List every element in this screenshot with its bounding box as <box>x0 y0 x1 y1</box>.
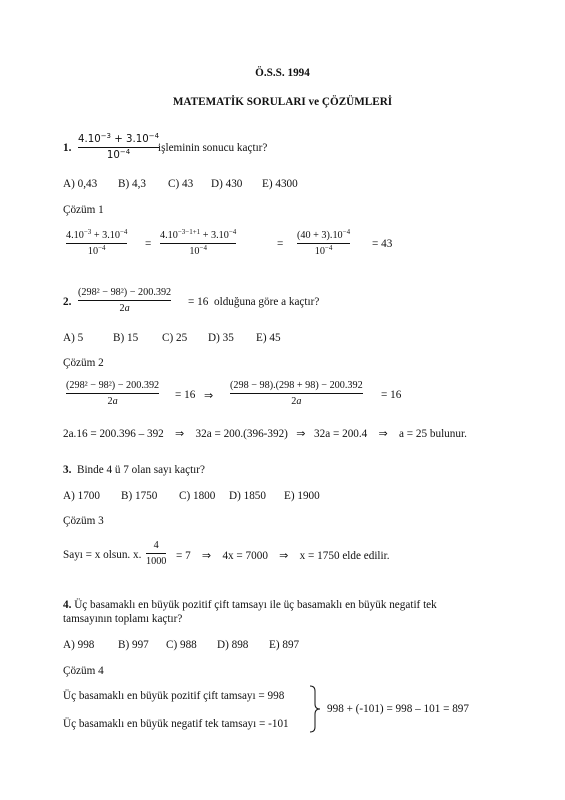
solution-3-prefix: Sayı = x olsun. x. <box>63 549 142 561</box>
fraction-numerator: $(40 + 3).10^{-4}$ <box>297 228 351 241</box>
solution-1-result: = 43 <box>372 238 393 250</box>
solution-1-fraction-2 <box>160 229 236 258</box>
document-header: Ö.S.S. 1994 <box>255 67 310 79</box>
option-b: B) 997 <box>118 639 149 651</box>
option-c: C) 988 <box>166 639 197 651</box>
fraction-numerator: (298 − 98).(298 + 98) − 200.392 <box>230 380 363 391</box>
option-a: A) 998 <box>63 639 95 651</box>
fraction-numerator: (298² − 98²) − 200.392 <box>78 287 172 298</box>
question-2-equals: = 16 <box>188 296 209 308</box>
solution-2-fraction-1 <box>66 379 159 408</box>
arrow-icon: ⇒ <box>204 390 214 402</box>
question-1-text: işleminin sonucu kaçtır? <box>158 142 268 154</box>
option-e: E) 897 <box>269 639 300 651</box>
option-a: A) 0,43 <box>63 178 98 190</box>
fraction-denominator: 1000 <box>146 556 167 567</box>
fraction-numerator: (298² − 98²) − 200.392 <box>66 380 160 391</box>
fraction-numerator: $4.10^{-3} + 3.10^{-4}$ <box>66 228 128 241</box>
question-1-expression <box>78 133 159 162</box>
solution-1-fraction-3 <box>297 229 350 258</box>
option-a: A) 5 <box>63 332 84 344</box>
equals-sign: = <box>145 238 152 250</box>
question-1-numerator: $4.10^{-3} + 3.10^{-4}$ <box>78 132 160 145</box>
question-3-text: Binde 4 ü 7 olan sayı kaçtır? <box>76 464 205 476</box>
option-b: B) 1750 <box>121 490 158 502</box>
solution-1-label: Çözüm 1 <box>63 204 104 216</box>
fraction-denominator: $10^{-4}$ <box>189 244 207 257</box>
question-2-text: olduğuna göre a kaçtır? <box>214 296 320 308</box>
fraction-numerator: $4.10^{-3-1+1} + 3.10^{-4}$ <box>160 228 237 241</box>
question-4-text-line1: Üç basamaklı en büyük pozitif çift tamsayı ile üç basamaklı en büyük negatif tek <box>74 599 437 611</box>
fraction-numerator: 4 <box>153 540 159 551</box>
solution-2-fraction-2 <box>230 379 363 408</box>
equals-sign: = <box>277 238 284 250</box>
equals-sign: = 16 <box>175 389 196 401</box>
option-a: A) 1700 <box>63 490 100 502</box>
fraction-denominator: $10^{-4}$ <box>87 244 106 257</box>
question-2-expression <box>78 286 171 315</box>
solution-4-line-1: Üç basamaklı en büyük pozitif çift tamsayı = 998 <box>63 690 285 702</box>
question-4-number: 4. <box>63 599 72 611</box>
question-4-text-line2: tamsayının toplamı kaçtır? <box>63 613 183 625</box>
fraction-denominator: 2a <box>119 303 130 314</box>
document-title: MATEMATİK SORULARI ve ÇÖZÜMLERİ <box>172 96 393 108</box>
solution-4-line-2: Üç basamaklı en büyük negatif tek tamsayı = -101 <box>63 718 289 730</box>
fraction-denominator: 2a <box>107 396 118 407</box>
right-brace-icon <box>308 685 322 733</box>
option-b: B) 15 <box>113 332 139 344</box>
option-d: D) 898 <box>217 639 249 651</box>
solution-3-fraction <box>146 539 166 568</box>
solution-2-label: Çözüm 2 <box>63 357 104 369</box>
question-3 <box>63 464 205 476</box>
option-e: E) 1900 <box>284 490 320 502</box>
solution-3-label: Çözüm 3 <box>63 515 104 527</box>
solution-1-fraction-1 <box>66 229 127 258</box>
option-e: E) 4300 <box>262 178 298 190</box>
solution-2-steps: 2a.16 = 200.396 – 392 ⇒ 32a = 200.(396-392) ⇒ 32a = 200.4 ⇒ a = 25 bulunur. <box>63 428 467 440</box>
solution-3-rest: = 7 ⇒ 4x = 7000 ⇒ x = 1750 elde edilir. <box>176 550 390 562</box>
option-d: D) 430 <box>211 178 243 190</box>
option-c: C) 1800 <box>179 490 216 502</box>
question-4 <box>63 599 437 611</box>
option-e: E) 45 <box>256 332 281 344</box>
fraction-denominator: $10^{-4}$ <box>314 244 333 257</box>
option-c: C) 25 <box>162 332 188 344</box>
equals-sign: = 16 <box>381 389 402 401</box>
fraction-denominator: 2a <box>291 396 302 407</box>
solution-4-result: 998 + (-101) = 998 – 101 = 897 <box>327 703 469 715</box>
solution-4-label: Çözüm 4 <box>63 665 104 677</box>
question-2-number: 2. <box>63 296 72 308</box>
question-3-number: 3. <box>63 464 72 476</box>
option-c: C) 43 <box>168 178 194 190</box>
question-1-number: 1. <box>63 142 72 154</box>
option-d: D) 1850 <box>229 490 266 502</box>
question-1-denominator: $10^{-4}$ <box>106 148 131 161</box>
option-d: D) 35 <box>208 332 234 344</box>
option-b: B) 4,3 <box>118 178 146 190</box>
